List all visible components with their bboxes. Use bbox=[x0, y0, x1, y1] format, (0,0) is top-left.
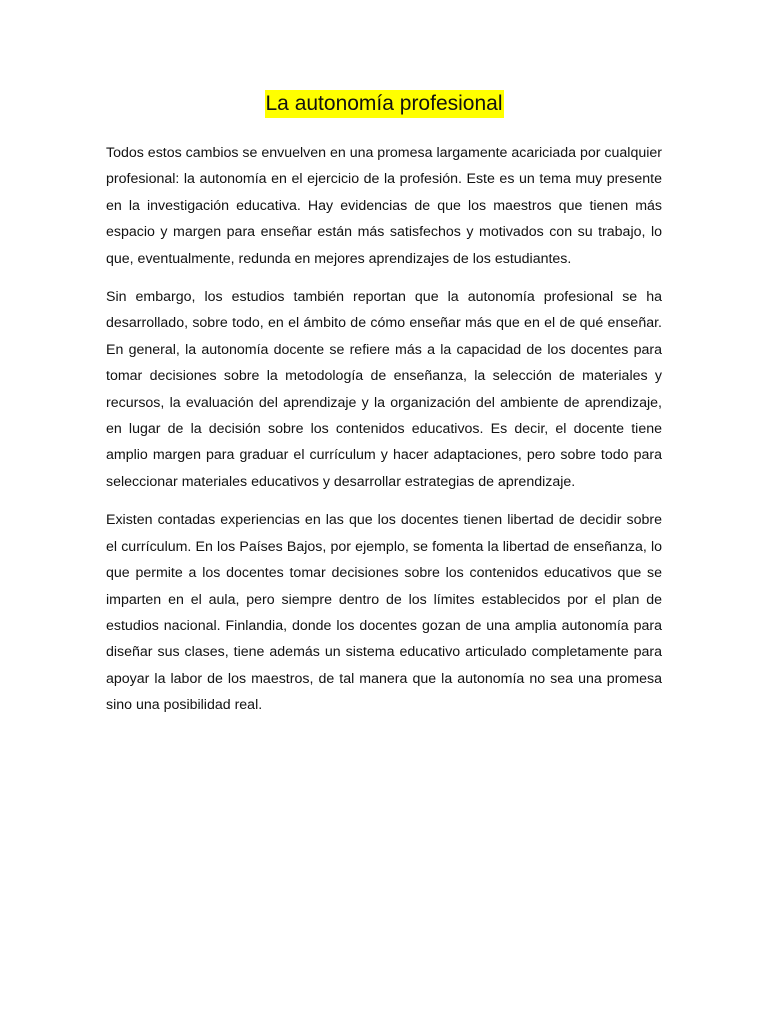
paragraph-2: Sin embargo, los estudios también reportan que la autonomía profesional se ha desarrollado, sobre todo, en el ámbito de cómo enseñar más que en el de qué enseñar. En general, la autonomía docente se refiere más a la capacidad de los docentes para tomar decisiones sobre la metodología de enseñanza, la selección de materiales y recursos, la evaluación del aprendizaje y la organización del ambiente de aprendizaje, en lugar de la decisión sobre los contenidos educativos. Es decir, el docente tiene amplio margen para graduar el currículum y hacer adaptaciones, pero sobre todo para seleccionar materiales educativos y desarrollar estrategias de aprendizaje. bbox=[106, 289, 662, 490]
document-body bbox=[106, 140, 662, 731]
document-title: La autonomía profesional bbox=[265, 90, 504, 118]
paragraph-3: Existen contadas experiencias en las que los docentes tienen libertad de decidir sobre el currículum. En los Países Bajos, por ejemplo, se fomenta la libertad de enseñanza, lo que permite a los docentes tomar decisiones sobre los contenidos educativos que se imparten en el aula, pero siempre dentro de los límites establecidos por el plan de estudios nacional. Finlandia, donde los docentes gozan de una amplia autonomía para diseñar sus clases, tiene además un sistema educativo articulado completamente para apoyar la labor de los maestros, de tal manera que la autonomía no sea una promesa sino una posibilidad real. bbox=[106, 512, 662, 714]
paragraph-1: Todos estos cambios se envuelven en una promesa largamente acariciada por cualquier profesional: la autonomía en el ejercicio de la profesión. Este es un tema muy presente en la investigación educativa. Hay evidencias de que los maestros que tienen más espacio y margen para enseñar están más satisfechos y motivados con su trabajo, lo que, eventualmente, redunda en mejores aprendizajes de los estudiantes. bbox=[106, 145, 662, 267]
title-container bbox=[0, 90, 768, 118]
